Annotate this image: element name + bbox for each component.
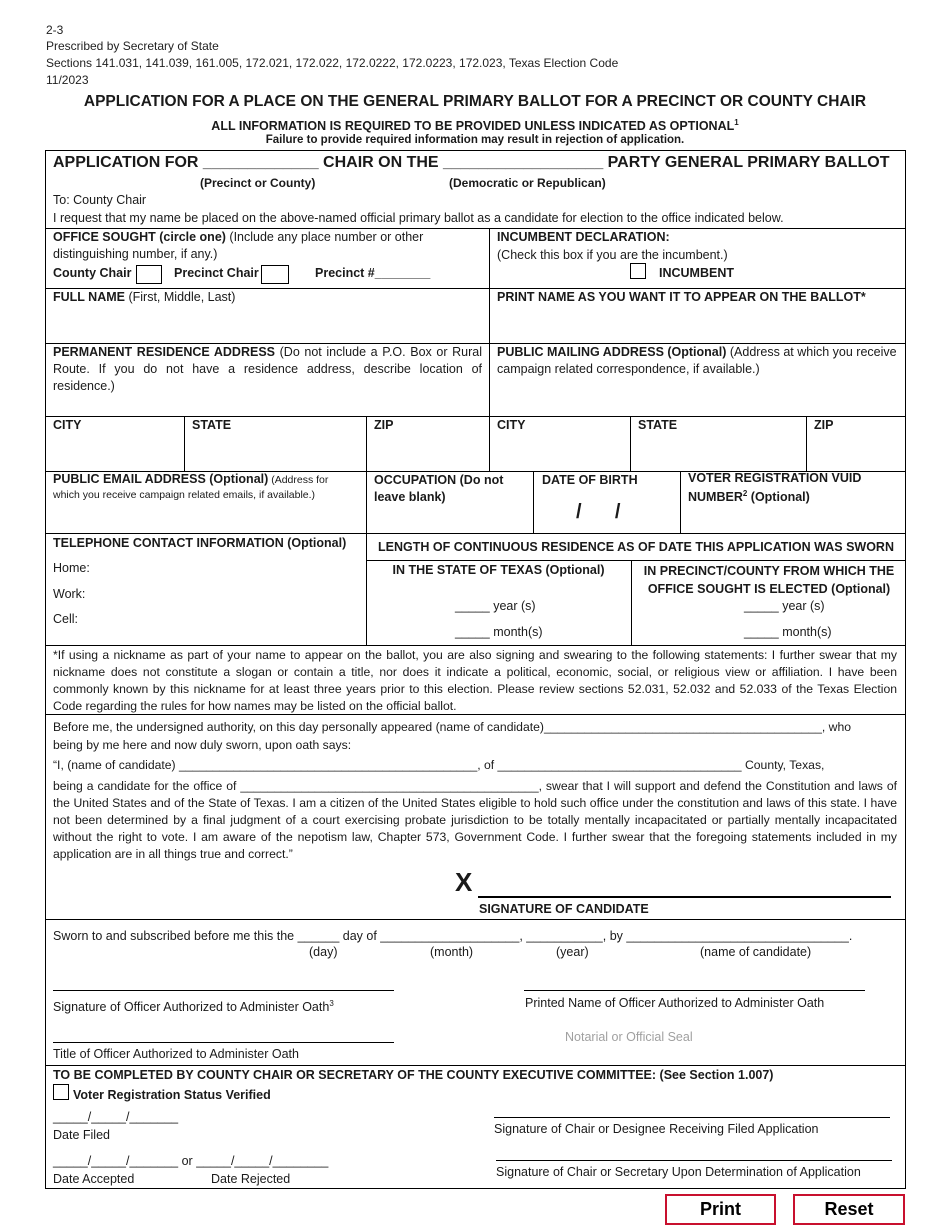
county-chair-checkbox[interactable]	[136, 265, 162, 284]
precinct-years-field[interactable]: _____ year (s)	[744, 599, 825, 613]
vuid-label: VOTER REGISTRATION VUID NUMBER$^2$ (Optional)	[688, 471, 862, 505]
divider	[45, 533, 906, 534]
divider	[45, 919, 906, 920]
prescribed-by: Prescribed by Secretary of State	[46, 39, 219, 53]
form-number: 2-3	[46, 23, 64, 37]
precinct-residence-label: IN PRECINCT/COUNTY FROM WHICH THE OFFICE SOUGHT IS ELECTED (Optional)	[643, 564, 895, 596]
occupation-label: OCCUPATION (Do not leave blank)	[374, 473, 504, 504]
telephone-home[interactable]: Home:	[53, 561, 90, 575]
date-rejected-label: Date Rejected	[211, 1172, 291, 1186]
day-hint: (day)	[309, 945, 338, 959]
cell-divider	[631, 560, 632, 645]
incumbent-note: (Check this box if you are the incumbent.)	[497, 248, 728, 262]
signature-x-mark: X	[455, 867, 473, 897]
ballot-name-label: PRINT NAME AS YOU WANT IT TO APPEAR ON THE BALLOT*	[497, 290, 866, 304]
mailing-city-label: CITY	[497, 418, 526, 432]
oath-line-1: Before me, the undersigned authority, on this day personally appeared (name of candidate)_________________________________________, who	[53, 720, 851, 734]
county-chair-label: County Chair	[53, 266, 132, 280]
dob-slashes[interactable]: / /	[576, 501, 621, 523]
form-date: 11/2023	[46, 73, 89, 87]
date-accepted-label: Date Accepted	[53, 1172, 135, 1186]
voter-registration-verified-label: Voter Registration Status Verified	[73, 1088, 271, 1102]
election-code-sections: Sections 141.031, 141.039, 161.005, 172.021, 172.022, 172.0222, 172.0223, 172.023, Texas Election Code	[46, 56, 619, 70]
precinct-number-field[interactable]: Precinct #________	[315, 266, 431, 280]
precinct-or-county-hint: (Precinct or County)	[200, 176, 316, 190]
office-use-header: TO BE COMPLETED BY COUNTY CHAIR OR SECRETARY OF THE COUNTY EXECUTIVE COMMITTEE: (See Section 1.007)	[53, 1068, 774, 1082]
telephone-cell[interactable]: Cell:	[53, 612, 79, 626]
divider	[45, 645, 906, 646]
nickname-note: *If using a nickname as part of your name to appear on the ballot, you are also signing and swearing to the following statements: I further swear that my nickname does not constitute a slogan or contain a title, nor does it indicate a political, economic, social, or religious view or affiliation. I have been commonly known by this nickname for at least three years prior to this election. Please review sections 52.031, 52.032 and 52.033 of the Texas Election Code regarding the rules for how names may be listed on the official ballot.	[53, 648, 897, 713]
cell-divider	[533, 471, 534, 533]
failure-notice: Failure to provide required information may result in rejection of application.	[265, 134, 685, 146]
reset-button[interactable]: Reset	[793, 1194, 905, 1225]
to-county-chair: To: County Chair	[53, 193, 147, 207]
name-of-candidate-hint: (name of candidate)	[700, 945, 812, 959]
date-filed-field[interactable]: _____/_____/_______	[53, 1110, 179, 1124]
incumbent-declaration-label: INCUMBENT DECLARATION:	[497, 230, 670, 244]
residence-length-header: LENGTH OF CONTINUOUS RESIDENCE AS OF DATE THIS APPLICATION WAS SWORN	[378, 540, 894, 554]
cell-divider	[806, 416, 807, 471]
officer-title-label: Title of Officer Authorized to Administer Oath	[53, 1047, 299, 1061]
residence-state-label: STATE	[192, 418, 232, 432]
divider	[45, 416, 906, 417]
cell-divider	[680, 471, 681, 533]
oath-body: being a candidate for the office of ____________________________________________, swear that I will support and defend the Constitution and laws of the United States and of the State of Texas. I am a citizen of the United States eligible to hold such office under the constitution and laws of this state. I have not been determined by a final judgment of a court exercising probate jurisdiction to be totally mentally incapacitated or partially mentally incapacitated without the right to vote. I am aware of the nepotism law, Chapter 573, Government Code. I further swear that the foregoing statements included in my application are in all things true and correct.”	[53, 779, 897, 861]
incumbent-checkbox[interactable]	[630, 263, 646, 279]
oath-line-3: “I, (name of candidate) ____________________________________________, of ____________________________________ County, Texas,	[53, 758, 825, 772]
office-sought-label: OFFICE SOUGHT (circle one) (Include any place number or other distinguishing number, if any.)	[53, 230, 424, 261]
officer-title-line[interactable]	[53, 1042, 394, 1043]
officer-signature-label: Signature of Officer Authorized to Administer Oath$^3$	[53, 999, 334, 1015]
candidate-signature-label: SIGNATURE OF CANDIDATE	[479, 902, 649, 916]
precinct-chair-checkbox[interactable]	[261, 265, 289, 284]
receiving-signature-label: Signature of Chair or Designee Receiving Filed Application	[494, 1122, 819, 1136]
candidate-signature-line[interactable]	[478, 896, 891, 898]
precinct-chair-label: Precinct Chair	[174, 266, 259, 280]
mailing-state-label: STATE	[638, 418, 678, 432]
print-button[interactable]: Print	[665, 1194, 776, 1225]
printed-name-label: Printed Name of Officer Authorized to Administer Oath	[525, 996, 825, 1010]
printed-name-line[interactable]	[524, 990, 865, 991]
officer-signature-line[interactable]	[53, 990, 394, 991]
incumbent-checkbox-label: INCUMBENT	[659, 266, 734, 280]
voter-registration-verified-checkbox[interactable]	[53, 1084, 69, 1100]
cell-divider	[489, 416, 490, 471]
texas-residence-label: IN THE STATE OF TEXAS (Optional)	[392, 563, 605, 577]
form-title: APPLICATION FOR A PLACE ON THE GENERAL PRIMARY BALLOT FOR A PRECINCT OR COUNTY CHAIR	[83, 93, 867, 110]
residence-address-label: PERMANENT RESIDENCE ADDRESS (Do not include a P.O. Box or Rural Route. If you do not have a residence address, describe location of residence.)	[53, 345, 483, 393]
determination-signature-line[interactable]	[496, 1160, 892, 1161]
mailing-address-label: PUBLIC MAILING ADDRESS (Optional) (Address at which you receive campaign related correspondence, if available.)	[497, 345, 897, 376]
column-divider	[489, 228, 490, 416]
month-hint: (month)	[430, 945, 474, 959]
texas-months-field[interactable]: _____ month(s)	[455, 625, 543, 639]
precinct-months-field[interactable]: _____ month(s)	[744, 625, 832, 639]
residence-zip-label: ZIP	[374, 418, 394, 432]
texas-years-field[interactable]: _____ year (s)	[455, 599, 536, 613]
notary-seal-area: Notarial or Official Seal	[565, 1030, 693, 1044]
cell-divider	[184, 416, 185, 471]
divider	[45, 1065, 906, 1066]
oath-line-2: being by me here and now duly sworn, upon oath says:	[53, 738, 352, 752]
telephone-work[interactable]: Work:	[53, 587, 86, 601]
receiving-signature-line[interactable]	[494, 1117, 890, 1118]
cell-divider	[366, 416, 367, 471]
determination-signature-label: Signature of Chair or Secretary Upon Determination of Application	[496, 1165, 861, 1179]
email-label: PUBLIC EMAIL ADDRESS (Optional) (Address for which you receive campaign related emails, if available.)	[53, 472, 329, 501]
request-statement: I request that my name be placed on the above-named official primary ballot as a candidate for election to the office indicated below.	[53, 211, 784, 225]
mailing-zip-label: ZIP	[814, 418, 834, 432]
cell-divider	[630, 416, 631, 471]
date-filed-label: Date Filed	[53, 1128, 110, 1142]
telephone-label: TELEPHONE CONTACT INFORMATION (Optional)	[53, 536, 347, 550]
required-notice: ALL INFORMATION IS REQUIRED TO BE PROVIDED UNLESS INDICATED AS OPTIONAL$^1$	[211, 118, 739, 134]
year-hint: (year)	[556, 945, 589, 959]
dob-label: DATE OF BIRTH	[542, 473, 638, 487]
sworn-line: Sworn to and subscribed before me this the ______ day of ____________________, ___________, by ________________________________.	[53, 929, 853, 943]
party-hint: (Democratic or Republican)	[449, 176, 606, 190]
divider	[366, 560, 906, 561]
residence-city-label: CITY	[53, 418, 82, 432]
divider	[45, 714, 906, 715]
full-name-label: FULL NAME (First, Middle, Last)	[53, 290, 236, 304]
cell-divider	[366, 471, 367, 533]
date-accepted-rejected-fields[interactable]: _____/_____/_______ or _____/_____/________	[53, 1154, 329, 1168]
application-line: APPLICATION FOR _____________ CHAIR ON THE __________________ PARTY GENERAL PRIMARY BALLOT	[53, 154, 890, 171]
